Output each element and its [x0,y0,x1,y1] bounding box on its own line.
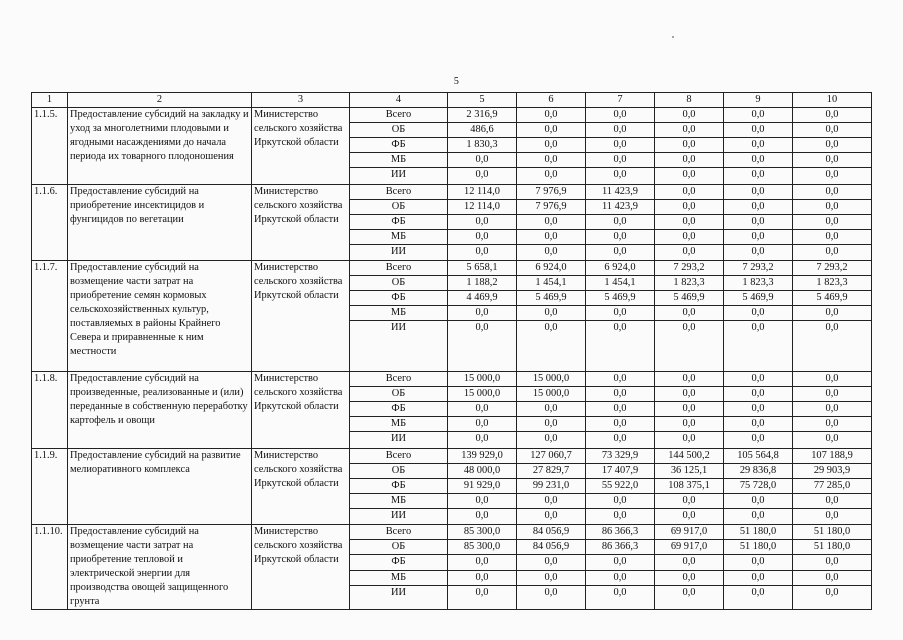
value-cell: 0,0 [517,570,586,585]
value-cell: 4 469,9 [448,291,517,306]
value-cell: 0,0 [793,168,872,185]
value-cell: 108 375,1 [655,479,724,494]
value-cell: 0,0 [448,555,517,570]
value-cell: 0,0 [448,585,517,609]
row-executor: Министерство сельского хозяйства Иркутской области [252,261,350,372]
row-code: 1.1.6. [32,185,68,261]
value-cell: 0,0 [793,321,872,372]
value-cell: 0,0 [517,494,586,509]
value-cell: 0,0 [655,417,724,432]
value-cell: 36 125,1 [655,464,724,479]
row-code: 1.1.7. [32,261,68,372]
row-executor: Министерство сельского хозяйства Иркутской области [252,372,350,449]
row-description: Предоставление субсидий на возмещение части затрат на приобретение семян кормовых сельскохозяйственных культур, поставляемых в районы Крайнего Севера и приравненные к ним местности [68,261,252,372]
funding-source: ИИ [350,432,448,449]
value-cell: 0,0 [448,494,517,509]
page-number: 5 [453,76,460,87]
value-cell: 0,0 [793,555,872,570]
value-cell: 0,0 [793,585,872,609]
value-cell: 15 000,0 [517,372,586,387]
value-cell: 11 423,9 [586,185,655,200]
row-executor: Министерство сельского хозяйства Иркутской области [252,185,350,261]
value-cell: 0,0 [586,417,655,432]
value-cell: 0,0 [724,200,793,215]
table-body [32,108,872,610]
value-cell: 5 658,1 [448,261,517,276]
funding-source: Всего [350,261,448,276]
value-cell: 0,0 [793,215,872,230]
value-cell: 0,0 [793,570,872,585]
row-executor: Министерство сельского хозяйства Иркутской области [252,108,350,185]
value-cell: 84 056,9 [517,525,586,540]
value-cell: 86 366,3 [586,525,655,540]
value-cell: 0,0 [586,321,655,372]
funding-source: ФБ [350,402,448,417]
value-cell: 0,0 [517,138,586,153]
value-cell: 0,0 [517,509,586,525]
header-cell: 5 [448,93,517,108]
value-cell: 1 188,2 [448,276,517,291]
value-cell: 0,0 [655,200,724,215]
value-cell: 0,0 [655,123,724,138]
value-cell: 0,0 [586,372,655,387]
value-cell: 1 454,1 [586,276,655,291]
value-cell: 0,0 [448,306,517,321]
value-cell: 0,0 [724,230,793,245]
funding-source: ФБ [350,479,448,494]
value-cell: 15 000,0 [517,387,586,402]
header-cell: 3 [252,93,350,108]
value-cell: 0,0 [793,153,872,168]
header-cell: 8 [655,93,724,108]
funding-source: ИИ [350,321,448,372]
value-cell: 0,0 [448,570,517,585]
funding-source: Всего [350,525,448,540]
header-cell: 6 [517,93,586,108]
value-cell: 0,0 [793,387,872,402]
value-cell: 0,0 [517,215,586,230]
value-cell: 0,0 [655,185,724,200]
value-cell: 0,0 [655,570,724,585]
funding-source: ОБ [350,464,448,479]
funding-source: ФБ [350,291,448,306]
value-cell: 0,0 [724,432,793,449]
funding-source: Всего [350,185,448,200]
funding-source: ФБ [350,555,448,570]
value-cell: 0,0 [586,570,655,585]
value-cell: 91 929,0 [448,479,517,494]
funding-source: ИИ [350,245,448,261]
value-cell: 0,0 [793,402,872,417]
value-cell: 0,0 [724,387,793,402]
value-cell: 29 836,8 [724,464,793,479]
header-cell: 10 [793,93,872,108]
value-cell: 1 454,1 [517,276,586,291]
value-cell: 0,0 [586,387,655,402]
value-cell: 0,0 [655,585,724,609]
row-description: Предоставление субсидий на закладку и уход за многолетними плодовыми и ягодными насаждениями до начала периода их товарного плодоношения [68,108,252,185]
funding-source: ИИ [350,585,448,609]
value-cell: 0,0 [517,555,586,570]
budget-table [31,92,872,610]
row-code: 1.1.8. [32,372,68,449]
value-cell: 0,0 [448,417,517,432]
value-cell: 0,0 [586,215,655,230]
value-cell: 0,0 [724,168,793,185]
row-code: 1.1.10. [32,525,68,610]
value-cell: 29 903,9 [793,464,872,479]
value-cell: 0,0 [586,108,655,123]
value-cell: 0,0 [793,200,872,215]
value-cell: 0,0 [793,432,872,449]
value-cell: 0,0 [724,509,793,525]
value-cell: 0,0 [517,245,586,261]
row-description: Предоставление субсидий на приобретение инсектицидов и фунгицидов по вегетации [68,185,252,261]
value-cell: 0,0 [724,108,793,123]
table-row [32,372,872,387]
table-row [32,525,872,540]
value-cell: 5 469,9 [793,291,872,306]
value-cell: 85 300,0 [448,525,517,540]
value-cell: 0,0 [448,402,517,417]
value-cell: 0,0 [517,168,586,185]
value-cell: 48 000,0 [448,464,517,479]
value-cell: 0,0 [517,321,586,372]
value-cell: 0,0 [586,168,655,185]
funding-source: МБ [350,570,448,585]
value-cell: 15 000,0 [448,387,517,402]
value-cell: 51 180,0 [793,525,872,540]
value-cell: 0,0 [448,245,517,261]
value-cell: 0,0 [517,153,586,168]
table-row [32,261,872,276]
value-cell: 0,0 [793,138,872,153]
funding-source: ОБ [350,387,448,402]
value-cell: 7 293,2 [655,261,724,276]
value-cell: 0,0 [724,215,793,230]
value-cell: 2 316,9 [448,108,517,123]
value-cell: 0,0 [724,138,793,153]
row-description: Предоставление субсидий на возмещение части затрат на приобретение тепловой и электрической энергии для производства овощей защищенного грунта [68,525,252,610]
value-cell: 0,0 [517,108,586,123]
value-cell: 0,0 [517,432,586,449]
value-cell: 7 293,2 [793,261,872,276]
value-cell: 5 469,9 [586,291,655,306]
value-cell: 0,0 [586,494,655,509]
value-cell: 0,0 [724,321,793,372]
value-cell: 1 823,3 [655,276,724,291]
value-cell: 99 231,0 [517,479,586,494]
row-code: 1.1.9. [32,449,68,525]
funding-source: МБ [350,230,448,245]
value-cell: 0,0 [724,306,793,321]
value-cell: 0,0 [655,387,724,402]
value-cell: 0,0 [793,108,872,123]
funding-source: ОБ [350,123,448,138]
value-cell: 27 829,7 [517,464,586,479]
value-cell: 0,0 [517,417,586,432]
value-cell: 0,0 [517,306,586,321]
value-cell: 0,0 [586,230,655,245]
value-cell: 0,0 [793,185,872,200]
funding-source: ИИ [350,509,448,525]
value-cell: 0,0 [448,168,517,185]
value-cell: 0,0 [517,230,586,245]
value-cell: 0,0 [655,108,724,123]
funding-source: ОБ [350,200,448,215]
value-cell: 0,0 [655,138,724,153]
value-cell: 12 114,0 [448,185,517,200]
value-cell: 0,0 [655,321,724,372]
value-cell: 0,0 [586,402,655,417]
row-description: Предоставление субсидий на развитие мелиоративного комплекса [68,449,252,525]
value-cell: 0,0 [655,372,724,387]
value-cell: 0,0 [724,585,793,609]
value-cell: 0,0 [793,509,872,525]
row-description: Предоставление субсидий на произведенные, реализованные и (или) переданные в собственную переработку картофель и овощи [68,372,252,449]
funding-source: Всего [350,372,448,387]
value-cell: 51 180,0 [793,540,872,555]
value-cell: 0,0 [517,585,586,609]
value-cell: 0,0 [586,432,655,449]
value-cell: 0,0 [793,306,872,321]
value-cell: 139 929,0 [448,449,517,464]
value-cell: 0,0 [448,215,517,230]
value-cell: 0,0 [586,585,655,609]
value-cell: 0,0 [793,230,872,245]
funding-source: МБ [350,417,448,432]
value-cell: 0,0 [793,372,872,387]
value-cell: 77 285,0 [793,479,872,494]
value-cell: 107 188,9 [793,449,872,464]
value-cell: 0,0 [517,123,586,138]
value-cell: 0,0 [655,245,724,261]
funding-source: МБ [350,153,448,168]
row-executor: Министерство сельского хозяйства Иркутской области [252,449,350,525]
value-cell: 55 922,0 [586,479,655,494]
header-cell: 9 [724,93,793,108]
value-cell: 0,0 [448,509,517,525]
value-cell: 0,0 [655,215,724,230]
value-cell: 69 917,0 [655,540,724,555]
value-cell: 0,0 [655,494,724,509]
table-row [32,449,872,464]
header-row [32,93,872,108]
value-cell: 17 407,9 [586,464,655,479]
value-cell: 0,0 [724,402,793,417]
value-cell: 0,0 [448,432,517,449]
value-cell: 0,0 [655,432,724,449]
table-row [32,108,872,123]
funding-source: ИИ [350,168,448,185]
value-cell: 0,0 [724,372,793,387]
funding-source: ФБ [350,215,448,230]
value-cell: 15 000,0 [448,372,517,387]
value-cell: 0,0 [793,123,872,138]
value-cell: 0,0 [724,555,793,570]
value-cell: 6 924,0 [517,261,586,276]
value-cell: 51 180,0 [724,525,793,540]
value-cell: 1 830,3 [448,138,517,153]
value-cell: 11 423,9 [586,200,655,215]
value-cell: 0,0 [448,230,517,245]
value-cell: 0,0 [793,245,872,261]
funding-source: Всего [350,449,448,464]
value-cell: 0,0 [724,123,793,138]
value-cell: 0,0 [724,185,793,200]
value-cell: 0,0 [586,153,655,168]
table-row [32,185,872,200]
value-cell: 7 976,9 [517,185,586,200]
scan-speck [672,36,674,38]
value-cell: 0,0 [586,555,655,570]
value-cell: 127 060,7 [517,449,586,464]
value-cell: 0,0 [655,402,724,417]
value-cell: 105 564,8 [724,449,793,464]
value-cell: 0,0 [655,555,724,570]
value-cell: 0,0 [655,153,724,168]
value-cell: 51 180,0 [724,540,793,555]
value-cell: 69 917,0 [655,525,724,540]
funding-source: ОБ [350,276,448,291]
value-cell: 85 300,0 [448,540,517,555]
value-cell: 0,0 [793,494,872,509]
value-cell: 0,0 [448,321,517,372]
value-cell: 0,0 [586,245,655,261]
value-cell: 0,0 [586,138,655,153]
value-cell: 0,0 [724,417,793,432]
value-cell: 5 469,9 [517,291,586,306]
value-cell: 0,0 [655,509,724,525]
funding-source: Всего [350,108,448,123]
value-cell: 6 924,0 [586,261,655,276]
value-cell: 75 728,0 [724,479,793,494]
row-executor: Министерство сельского хозяйства Иркутской области [252,525,350,610]
value-cell: 7 293,2 [724,261,793,276]
value-cell: 486,6 [448,123,517,138]
value-cell: 0,0 [724,245,793,261]
value-cell: 84 056,9 [517,540,586,555]
value-cell: 0,0 [655,230,724,245]
value-cell: 0,0 [724,494,793,509]
value-cell: 73 329,9 [586,449,655,464]
header-cell: 7 [586,93,655,108]
value-cell: 0,0 [724,570,793,585]
value-cell: 0,0 [655,306,724,321]
funding-source: МБ [350,306,448,321]
row-code: 1.1.5. [32,108,68,185]
value-cell: 0,0 [724,153,793,168]
value-cell: 5 469,9 [655,291,724,306]
value-cell: 0,0 [793,417,872,432]
value-cell: 0,0 [586,123,655,138]
value-cell: 5 469,9 [724,291,793,306]
value-cell: 0,0 [586,509,655,525]
value-cell: 0,0 [517,402,586,417]
value-cell: 12 114,0 [448,200,517,215]
value-cell: 1 823,3 [724,276,793,291]
header-cell: 1 [32,93,68,108]
header-cell: 4 [350,93,448,108]
funding-source: МБ [350,494,448,509]
value-cell: 0,0 [586,306,655,321]
value-cell: 7 976,9 [517,200,586,215]
header-cell: 2 [68,93,252,108]
value-cell: 0,0 [448,153,517,168]
value-cell: 86 366,3 [586,540,655,555]
funding-source: ФБ [350,138,448,153]
funding-source: ОБ [350,540,448,555]
value-cell: 144 500,2 [655,449,724,464]
value-cell: 1 823,3 [793,276,872,291]
value-cell: 0,0 [655,168,724,185]
